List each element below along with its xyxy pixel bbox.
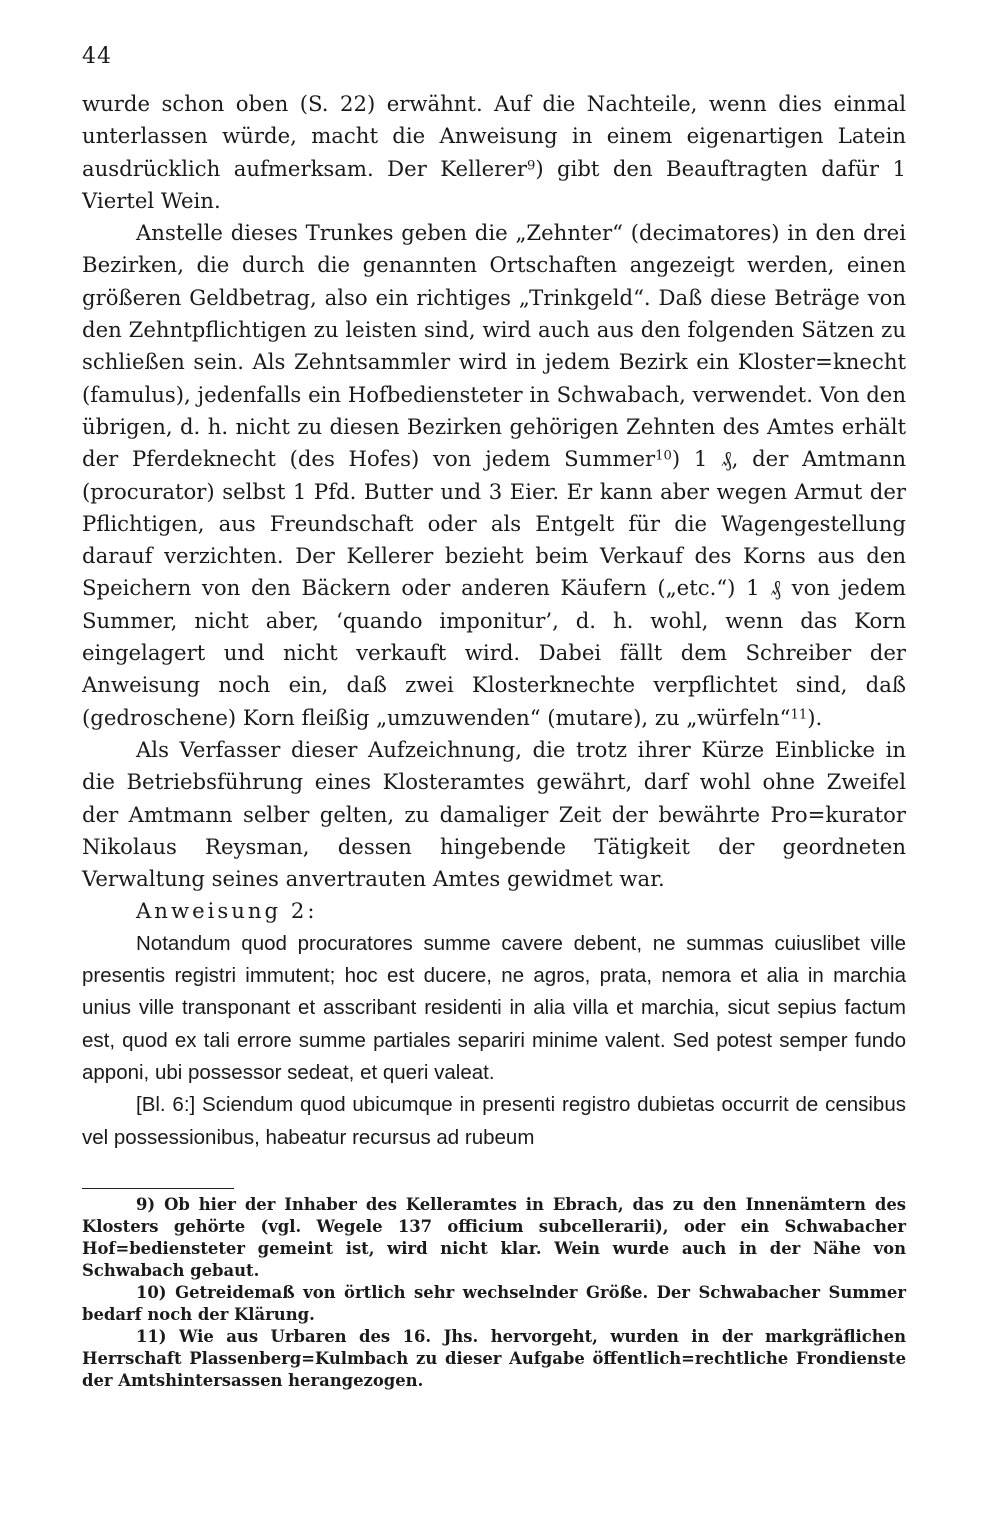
main-text [82, 88, 906, 1154]
page-number: 44 [82, 44, 112, 69]
footnote-10: 10) Getreidemaß von örtlich sehr wechselnder Größe. Der Schwabacher Summer bedarf noch der Klärung. [82, 1283, 906, 1324]
footnotes [82, 1194, 906, 1392]
section-heading: Anweisung 2: [136, 898, 318, 924]
footnote-ref-10: 10 [655, 448, 672, 464]
latin-paragraph-1: Notandum quod procuratores summe cavere debent, ne summas cuiuslibet ville presentis registri immutent; hoc est ducere, ne agros, prata, nemora et alia in marchia unius ville transponant et asscribant residenti in alia villa et marchia, sicut sepius factum est, quod ex tali errore summe partiales separiri minime valent. Sed potest semper fundo apponi, ubi possessor sedeat, et queri valeat. [82, 931, 906, 1084]
paragraph-2-part-b: ) 1 ₰, der Amtmann (procurator) selbst 1 Pfd. Butter und 3 Eier. Er kann aber wegen Armut der Pflichtigen, aus Freundschaft oder als Entgelt für die Wagengestellung darauf verzichten. Der Kellerer bezieht beim Verkauf des Korns aus den Speichern von den Bäckern oder anderen Käufern („etc.“) 1 ₰ von jedem Summer, nicht aber, ‘quando imponitur’, d. h. wohl, wenn das Korn eingelagert und nicht verkauft wird. Dabei fällt dem Schreiber der Anweisung noch ein, daß zwei Klosterknechte verpflichtet sind, daß (gedroschene) Korn fleißig „umzuwenden“ (mutare), zu „würfeln“ [82, 446, 906, 730]
footnote-11: 11) Wie aus Urbaren des 16. Jhs. hervorgeht, wurden in der markgräflichen Herrschaft Plassenberg=Kulmbach zu dieser Aufgabe öffentlich=rechtliche Frondienste der Amtshintersassen herangezogen. [82, 1327, 906, 1390]
paragraph-2 [82, 217, 906, 734]
paragraph-2-part-a: Anstelle dieses Trunkes geben die „Zehnter“ (decimatores) in den drei Bezirken, die durch die genannten Ortschaften angezeigt werden, einen größeren Geldbetrag, also ein richtiges „Trinkgeld“. Daß diese Beträge von den Zehntpflichtigen zu leisten sind, wird auch aus den folgenden Sätzen zu schließen sein. Als Zehntsammler wird in jedem Bezirk ein Kloster=knecht (famulus), jedenfalls ein Hofbediensteter in Schwabach, verwendet. Von den übrigen, d. h. nicht zu diesen Bezirken gehörigen Zehnten des Amtes erhält der Pferdeknecht (des Hofes) von jedem Summer [82, 220, 906, 472]
footnote-ref-11: 11 [790, 707, 808, 723]
paragraph-1-end: ) gibt den Beauftragten dafür 1 Viertel Wein. [82, 155, 906, 213]
paragraph-1 [82, 88, 906, 217]
footnote-ref-9: 9 [526, 158, 536, 174]
paragraph-3: Als Verfasser dieser Aufzeichnung, die trotz ihrer Kürze Einblicke in die Betriebsführung eines Klosteramtes gewährt, darf wohl ohne Zweifel der Amtmann selber gelten, zu damaliger Zeit der bewährte Pro=kurator Nikolaus Reysman, dessen hingebende Tätigkeit der geordneten Verwaltung seines anvertrauten Amtes gewidmet war. [82, 736, 906, 892]
latin-paragraph-2-text: Sciendum quod ubicumque in presenti registro dubietas occurrit de censibus vel possessionibus, habeatur recursus ad rubeum [82, 1093, 906, 1149]
leaf-reference: [Bl. 6:] [136, 1093, 196, 1117]
paragraph-1-text: wurde schon oben (S. 22) erwähnt. Auf die Nachteile, wenn dies einmal unterlassen würde, macht die Anweisung in einem eigenartigen Latein ausdrücklich aufmerksam. Der Kellerer [82, 91, 906, 181]
footnote-divider [82, 1188, 234, 1189]
paragraph-2-part-c: ). [807, 704, 823, 730]
footnote-9: 9) Ob hier der Inhaber des Kelleramtes in Ebrach, das zu den Innenämtern des Klosters gehörte (vgl. Wegele 137 officium subcellerarii), oder ein Schwabacher Hof=bediensteter gemeint ist, wird nicht klar. Wein wurde auch in der Nähe von Schwabach gebaut. [82, 1195, 906, 1280]
latin-paragraph-2 [82, 1089, 906, 1154]
